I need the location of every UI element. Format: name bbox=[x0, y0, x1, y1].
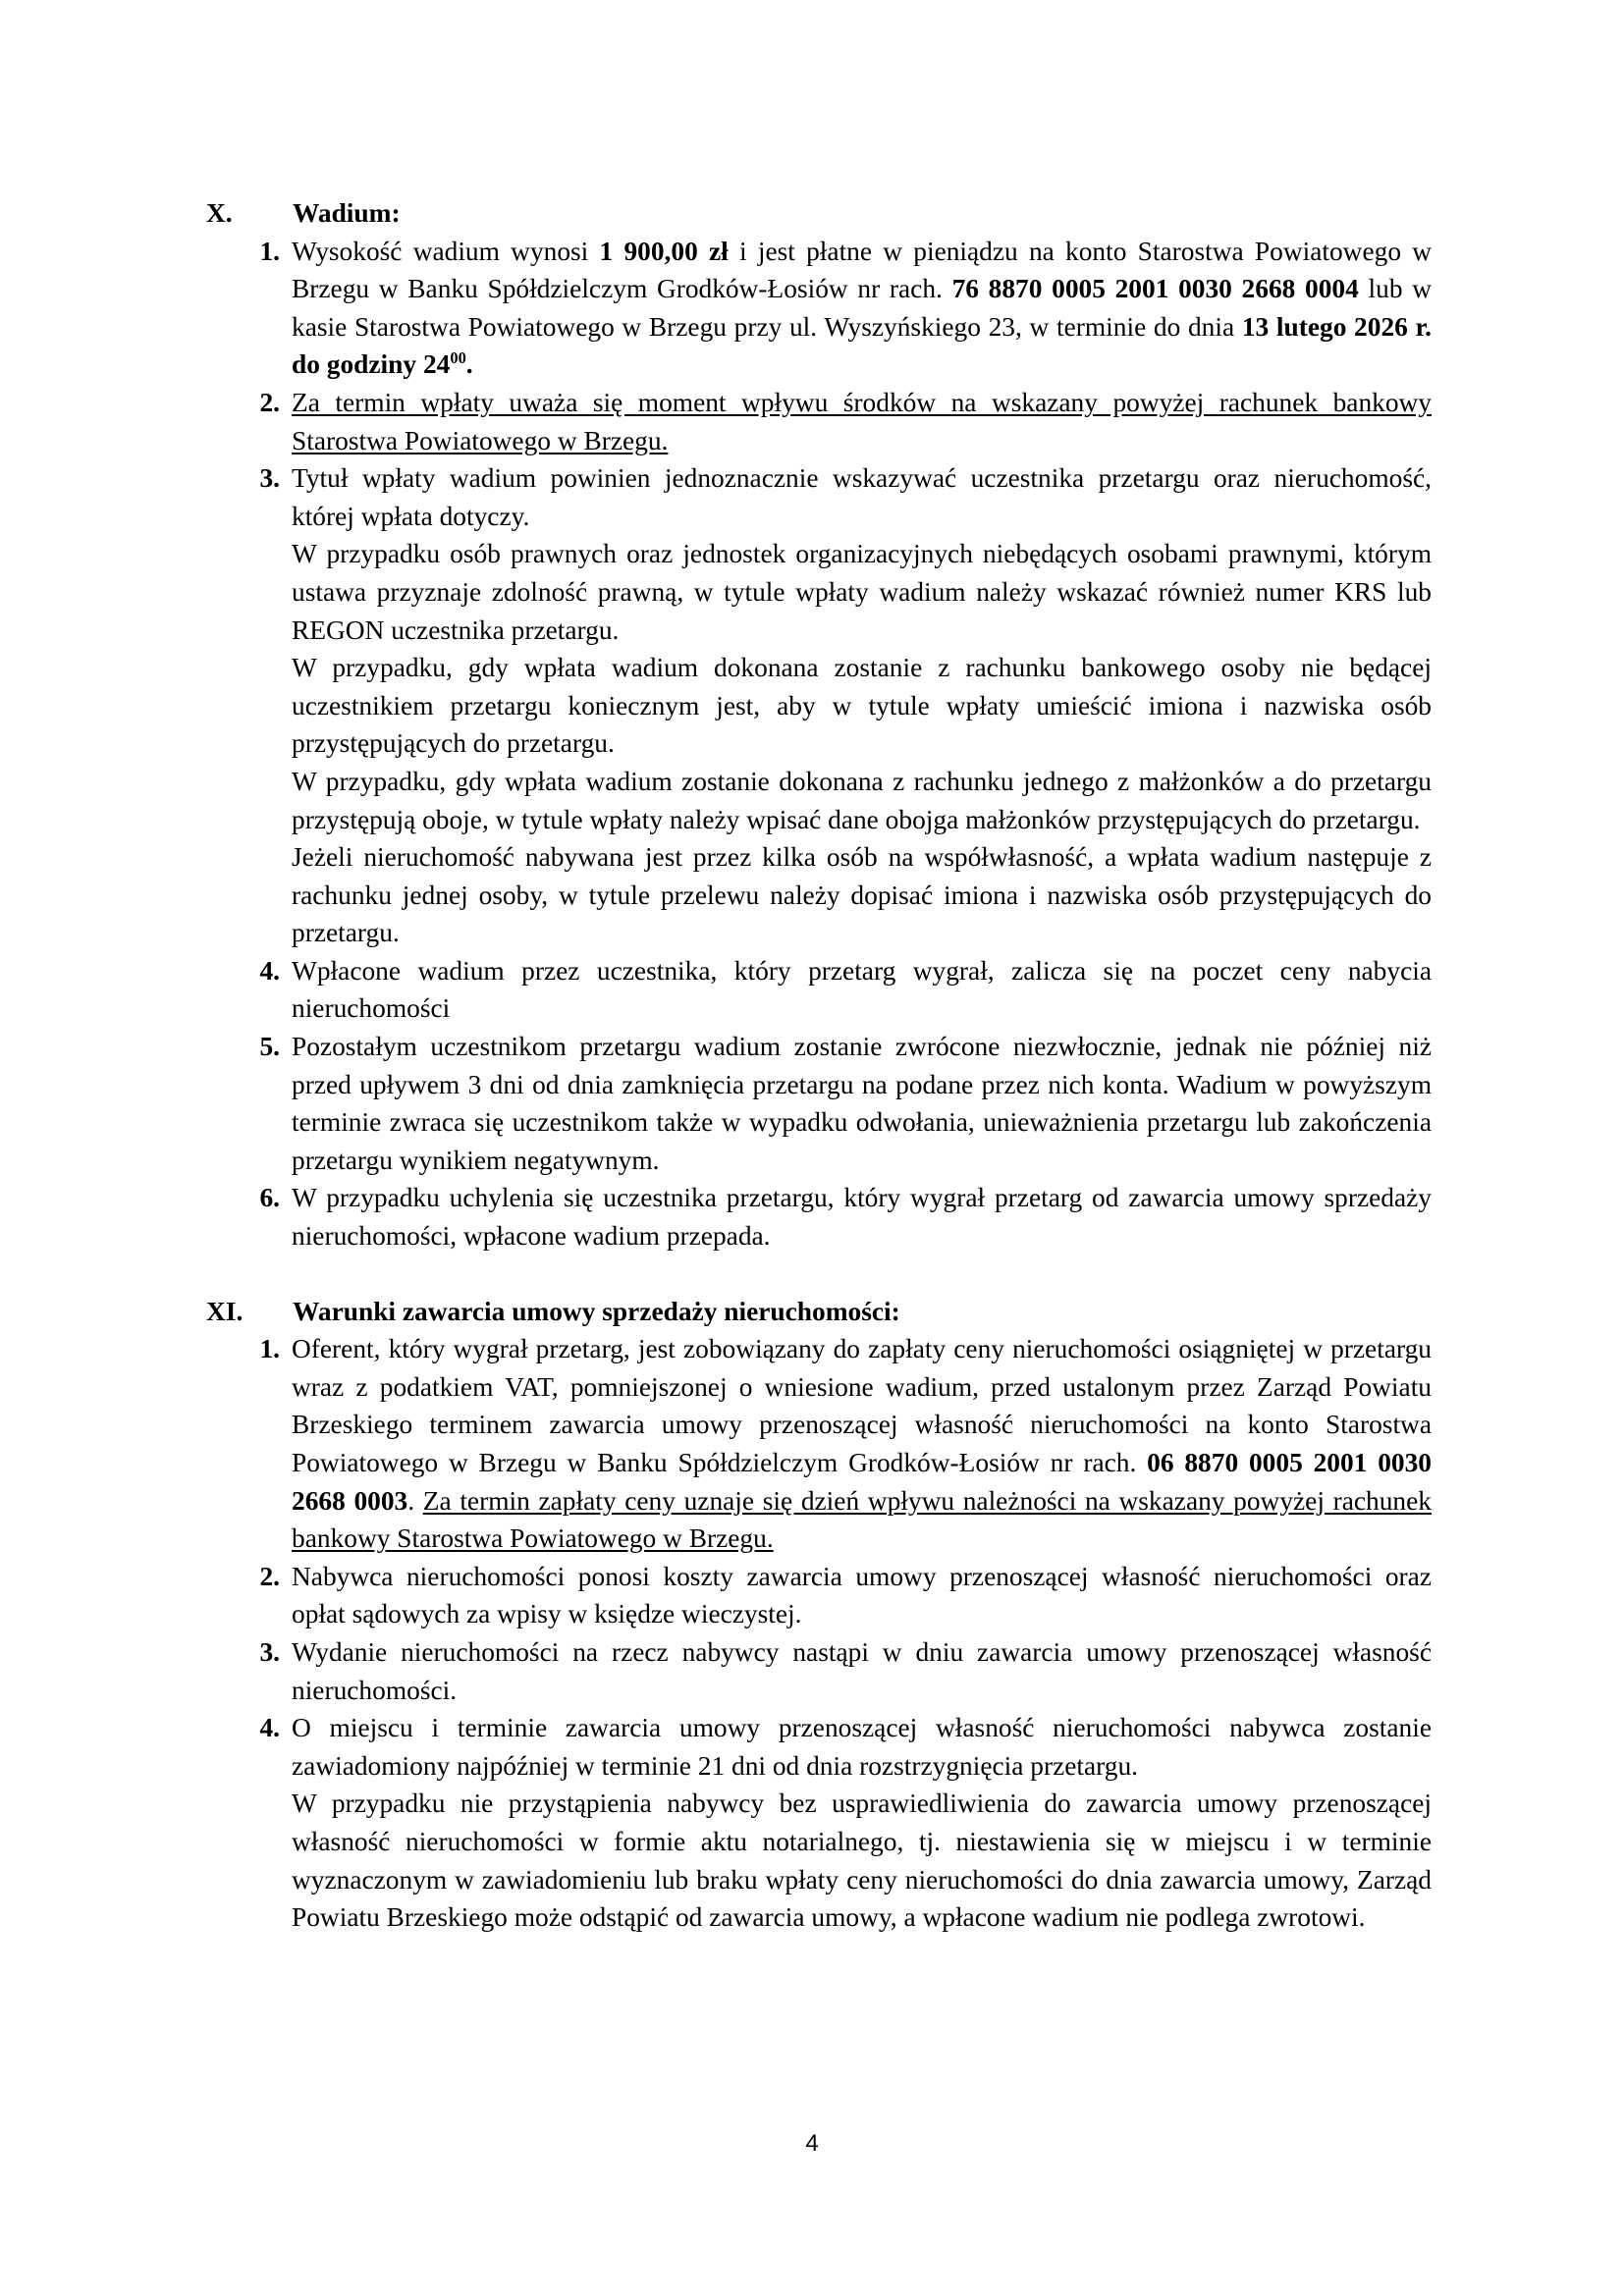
bank-account-number: 76 8870 0005 2001 0030 2668 0004 bbox=[951, 274, 1359, 304]
section-heading-wadium bbox=[206, 194, 1432, 233]
item-text: lub w kasie Starostwa Powiatowego w Brzegu przy ul. Wyszyńskiego 23, w terminie do dnia bbox=[292, 274, 1432, 342]
list-item bbox=[206, 1633, 1432, 1709]
section-title: Warunki zawarcia umowy sprzedaży nieruchomości: bbox=[293, 1296, 900, 1326]
list-item bbox=[206, 1709, 1432, 1937]
item-number: 4. bbox=[259, 1713, 280, 1743]
list-item bbox=[206, 459, 1432, 952]
item-body: Nabywca nieruchomości ponosi koszty zawarcia umowy przenoszącej własność nieruchomości oraz opłat sądowych za wpisy w księdze wieczystej. bbox=[292, 1561, 1432, 1629]
deadline-end: . bbox=[465, 349, 473, 380]
sale-conditions-list bbox=[206, 1330, 1432, 1937]
list-item bbox=[206, 1179, 1432, 1255]
item-paragraph: O miejscu i terminie zawarcia umowy przenoszącej własność nieruchomości nabywca zostanie zawiadomiony najpóźniej w terminie 21 dni od dnia rozstrzygnięcia przetargu. bbox=[292, 1713, 1432, 1781]
section-numeral: XI. bbox=[206, 1296, 244, 1326]
item-number: 6. bbox=[259, 1183, 280, 1213]
item-number: 4. bbox=[259, 955, 280, 986]
item-paragraph: Jeżeli nieruchomość nabywana jest przez kilka osób na współwłasność, a wpłata wadium następuje z rachunku jednej osoby, w tytule przelewu należy dopisać imiona i nazwiska osób przystępujących do przetargu. bbox=[292, 842, 1432, 948]
item-body: Wpłacone wadium przez uczestnika, który przetarg wygrał, zalicza się na poczet ceny nabycia nieruchomości bbox=[292, 955, 1432, 1024]
list-item bbox=[206, 1558, 1432, 1633]
page-content bbox=[206, 194, 1432, 1937]
item-text: i jest płatne w pieniądzu na konto Starostwa Powiatowego w Brzegu w Banku Spółdzielczym Grodków-Łosiów nr rach. bbox=[292, 236, 1433, 304]
bank-account-number: 06 8870 0005 2001 0030 2668 0003 bbox=[292, 1448, 1432, 1516]
item-paragraph: W przypadku, gdy wpłata wadium zostanie dokonana z rachunku jednego z małżonków a do przetargu przystępują oboje, w tytule wpłaty należy wpisać dane obojga małżonków przystępujących do przetargu. bbox=[292, 766, 1432, 834]
item-number: 3. bbox=[259, 1636, 280, 1667]
item-paragraph: W przypadku osób prawnych oraz jednostek organizacyjnych niebędących osobami prawnymi, którym ustawa przyznaje zdolność prawną, w tytule wpłaty wadium należy wskazać również numer KRS lub REGON uczestnika przetargu. bbox=[292, 539, 1432, 645]
page-number: 4 bbox=[805, 2130, 819, 2157]
list-item bbox=[206, 952, 1432, 1028]
deadline-minutes: 00 bbox=[450, 348, 466, 368]
wadium-amount: 1 900,00 zł bbox=[599, 236, 729, 266]
item-body: Wydanie nieruchomości na rzecz nabywcy nastąpi w dniu zawarcia umowy przenoszącej własność nieruchomości. bbox=[292, 1636, 1432, 1705]
section-gap bbox=[206, 1255, 1432, 1293]
item-body bbox=[292, 459, 1432, 952]
section-numeral: X. bbox=[206, 198, 233, 228]
underlined-text: Za termin wpłaty uważa się moment wpływu środków na wskazany powyżej rachunek bankowy Starostwa Powiatowego w Brzegu. bbox=[292, 387, 1432, 455]
wadium-list bbox=[206, 233, 1432, 1255]
item-body bbox=[292, 233, 1432, 384]
item-text: Oferent, który wygrał przetarg, jest zobowiązany do zapłaty ceny nieruchomości osiągniętej w przetargu wraz z podatkiem VAT, pomniejszonej o wniesione wadium, przed ustalonym przez Zarząd Powiatu Brzeskiego terminem zawarcia umowy przenoszącej własność nieruchomości na konto Starostwa Powiatowego w Brzegu w Banku Spółdzielczym Grodków-Łosiów nr rach. bbox=[292, 1334, 1432, 1477]
deadline-text: 13 lutego 2026 r. do godziny 24 bbox=[292, 311, 1433, 380]
item-number: 3. bbox=[259, 463, 280, 494]
item-paragraph: Tytuł wpłaty wadium powinien jednoznacznie wskazywać uczestnika przetargu oraz nieruchomość, której wpłata dotyczy. bbox=[292, 463, 1432, 531]
item-text: Wysokość wadium wynosi bbox=[292, 236, 600, 266]
item-paragraph: W przypadku, gdy wpłata wadium dokonana zostanie z rachunku bankowego osoby nie będącej uczestnikiem przetargu koniecznym jest, aby w tytule wpłaty umieścić imiona i nazwiska osób przystępujących do przetargu. bbox=[292, 653, 1432, 759]
list-item bbox=[206, 233, 1432, 384]
item-body bbox=[292, 1709, 1432, 1937]
item-text: . bbox=[407, 1485, 415, 1516]
item-body: W przypadku uchylenia się uczestnika przetargu, który wygrał przetarg od zawarcia umowy sprzedaży nieruchomości, wpłacone wadium przepada. bbox=[292, 1183, 1432, 1252]
section-heading-sale-conditions bbox=[206, 1293, 1432, 1331]
list-item bbox=[206, 1028, 1432, 1179]
item-paragraph: W przypadku nie przystąpienia nabywcy bez usprawiedliwienia do zawarcia umowy przenoszącej własność nieruchomości w formie aktu notarialnego, tj. niestawienia się w miejscu i w terminie wyznaczonym w zawiadomieniu lub braku wpłaty ceny nieruchomości do dnia zawarcia umowy, Zarząd Powiatu Brzeskiego może odstąpić od zawarcia umowy, a wpłacone wadium nie podlega zwrotowi. bbox=[292, 1789, 1432, 1933]
item-body bbox=[292, 1330, 1432, 1558]
item-body bbox=[292, 384, 1432, 459]
item-number: 1. bbox=[259, 236, 280, 266]
underlined-text: Za termin zapłaty ceny uznaje się dzień wpływu należności na wskazany powyżej rachunek bankowy Starostwa Powiatowego w Brzegu. bbox=[292, 1485, 1432, 1554]
item-number: 1. bbox=[259, 1334, 280, 1364]
section-title: Wadium: bbox=[293, 198, 401, 228]
list-item bbox=[206, 1330, 1432, 1558]
item-number: 5. bbox=[259, 1032, 280, 1062]
list-item bbox=[206, 384, 1432, 459]
item-body: Pozostałym uczestnikom przetargu wadium zostanie zwrócone niezwłocznie, jednak nie później niż przed upływem 3 dni od dnia zamknięcia przetargu na podane przez nich konta. Wadium w powyższym terminie zwraca się uczestnikom także w wypadku odwołania, unieważnienia przetargu lub zakończenia przetargu wynikiem negatywnym. bbox=[292, 1032, 1432, 1175]
item-number: 2. bbox=[259, 387, 280, 417]
item-number: 2. bbox=[259, 1561, 280, 1591]
